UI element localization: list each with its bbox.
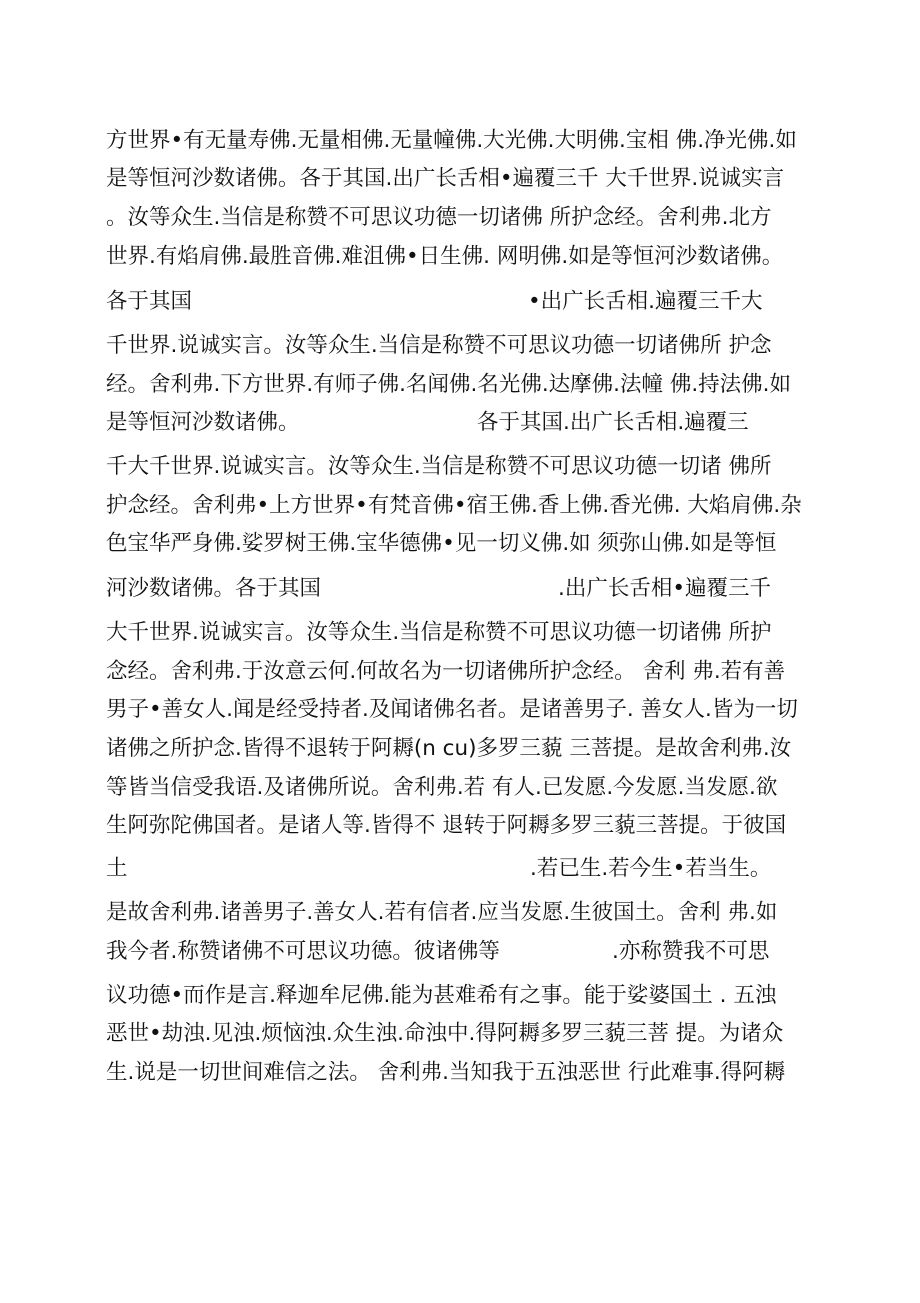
text-segment: .出广长舌相•遍覆三千 bbox=[558, 576, 772, 601]
text-segment: 诸佛之所护念.皆得不退转于阿耨(n cu)多罗三藐 三菩提。是故舍利弗.汝 bbox=[106, 736, 792, 761]
text-segment: 念经。舍利弗.于汝意云何.何故名为一切诸佛所护念经。 舍利 弗.若有善 bbox=[106, 659, 786, 684]
text-segment: .亦称赞我不可思 bbox=[612, 939, 770, 964]
text-segment: 等皆当信受我语.及诸佛所说。舍利弗.若 有人.已发愿.今发愿.当发愿.欲 bbox=[106, 775, 778, 800]
text-segment: 是等恒河沙数诸佛。 bbox=[106, 410, 300, 435]
text-segment: 各于其国 bbox=[106, 289, 193, 314]
text-segment: .若已生.若今生•若当生。 bbox=[530, 856, 772, 881]
text-segment: 大千世界.说诚实言。汝等众生.当信是称赞不可思议功德一切诸佛 所护 bbox=[106, 620, 772, 645]
text-segment: 河沙数诸佛。各于其国 bbox=[106, 576, 322, 601]
text-segment: 生.说是一切世间难信之法。 舍利弗.当知我于五浊恶世 行此难事.得阿耨 bbox=[106, 1060, 786, 1085]
text-segment: 世界.有焰肩佛.最胜音佛.难沮佛•日生佛. 网明佛.如是等恒河沙数诸佛。 bbox=[106, 244, 784, 269]
text-segment: 男子•善女人.闻是经受持者.及闻诸佛名者。是诸善男子. 善女人.皆为一切 bbox=[106, 697, 798, 722]
text-segment: 生阿弥陀佛国者。是诸人等.皆得不 退转于阿耨多罗三藐三菩提。于彼国 bbox=[106, 813, 787, 838]
text-segment: 是等恒河沙数诸佛。各于其国.出广长舌相•遍覆三千 大千世界.说诚实言 bbox=[106, 166, 785, 191]
text-segment: 我今者.称赞诸佛不可思议功德。彼诸佛等 bbox=[106, 939, 500, 964]
text-segment: 是故舍利弗.诸善男子.善女人.若有信者.应当发愿.生彼国土。舍利 弗.如 bbox=[106, 900, 778, 925]
text-segment: 千世界.说诚实言。汝等众生.当信是称赞不可思议功德一切诸佛所 护念 bbox=[106, 333, 772, 358]
text-segment: 色宝华严身佛.娑罗树王佛.宝华德佛•见一切义佛.如 须弥山佛.如是等恒 bbox=[106, 531, 777, 556]
text-segment: 千大千世界.说诚实言。汝等众生.当信是称赞不可思议功德一切诸 佛所 bbox=[106, 454, 772, 479]
text-segment: 各于其国.出广长舌相.遍覆三 bbox=[477, 410, 749, 435]
text-segment: •出广长舌相.遍覆三千大 bbox=[528, 289, 763, 314]
text-segment: 方世界•有无量寿佛.无量相佛.无量幢佛.大光佛.大明佛.宝相 佛.净光佛.如 bbox=[106, 128, 797, 153]
text-segment: 经。舍利弗.下方世界.有师子佛.名闻佛.名光佛.达摩佛.法幢 佛.持法佛.如 bbox=[106, 372, 792, 397]
text-segment: 土 bbox=[106, 856, 128, 881]
text-segment: 议功德•而作是言.释迦牟尼佛.能为甚难希有之事。能于娑婆国土 . 五浊 bbox=[106, 983, 777, 1008]
text-segment: 恶世•劫浊.见浊.烦恼浊.众生浊.命浊中.得阿耨多罗三藐三菩 提。为诸众 bbox=[106, 1021, 784, 1046]
text-segment: 护念经。舍利弗•上方世界•有梵音佛•宿王佛.香上佛.香光佛. 大焰肩佛.杂 bbox=[106, 493, 802, 518]
text-segment: 。汝等众生.当信是称赞不可思议功德一切诸佛 所护念经。舍利弗.北方 bbox=[106, 205, 772, 230]
